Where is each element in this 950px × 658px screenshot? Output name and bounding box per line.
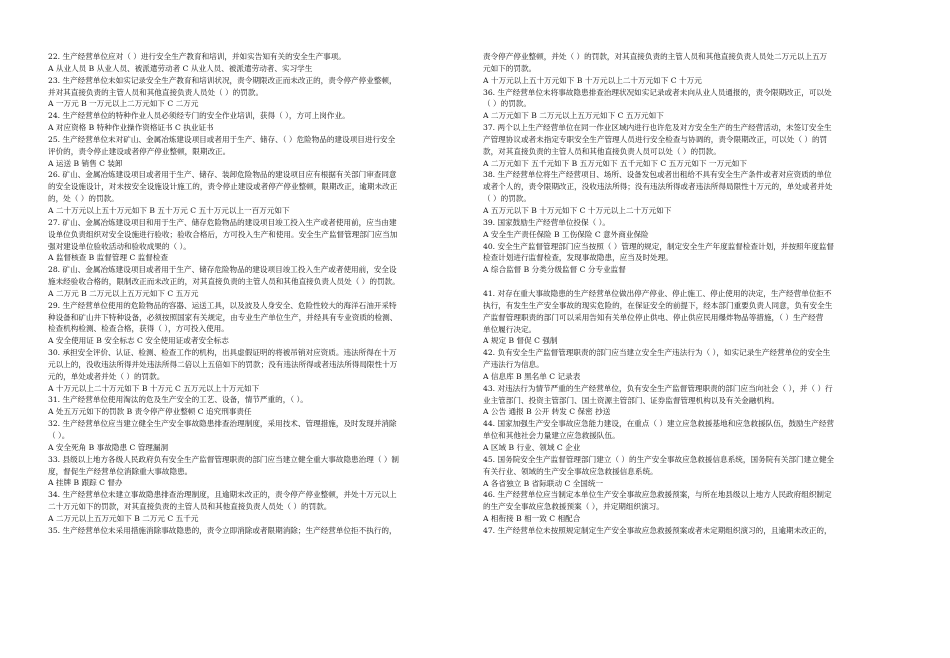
text-line: 23. 生产经营单位未如实记录安全生产教育和培训状况，责令期限改正而未改正的，责令停产停业整顿， bbox=[48, 75, 397, 85]
text-line: 32. 生产经营单位应当建立健全生产安全事故隐患排查治理制度，采用技术、管理措施，及时发现并消除 bbox=[48, 419, 397, 429]
text-line: 31. 生产经营单位使用淘汰的危及生产安全的工艺、设备，情节严重的，（ ）。 bbox=[48, 395, 308, 405]
text-line: A 对应资格 B 特种作业操作资格证书 C 执业证书 bbox=[48, 123, 214, 133]
text-line: 或者个人的，责令限期改正，没收违法所得；没有违法所得或者违法所得局限性十万元的，单处或者并处 bbox=[483, 182, 833, 192]
text-line: A 二万元以上五万元如下 B 二万元 C 五千元 bbox=[48, 513, 199, 523]
text-line: 责令停产停业整顿，并处（ ）的罚款，对其直接负责的主管人员和其他直接负责人员处二万元以上五万 bbox=[483, 52, 828, 61]
text-line: 施未经验收合格的，限制改正而未改正的，对其直接负责的主管人员和其他直接负责人员处（ ）的罚款。 bbox=[48, 277, 400, 287]
text-line: 40. 安全生产监督管理部门应当按照（ ）管理的规定，制定安全生产年度监督检查计划，并按照年度监督 bbox=[483, 241, 835, 251]
text-line: 元的，单处或者并处（ ）的罚款。 bbox=[48, 371, 165, 381]
text-line: A 二万元如下 五千元如下 B 五万元如下 五千元如下 C 五万元如下 一万元如下 bbox=[483, 158, 747, 168]
text-line: A 安全生产责任保险 B 工伤保险 C 意外商业保险 bbox=[483, 229, 649, 239]
text-line: A 安全使用证 B 安全标志 C 安全使用证或者安全标志 bbox=[48, 336, 229, 346]
text-line: 检查机构检测、检查合格，获得（ ），方可投入使用。 bbox=[48, 324, 229, 334]
text-line: A 处五万元如下的罚款 B 责令停产停业整顿 C 追究刑事责任 bbox=[48, 407, 252, 417]
text-line: 38. 生产经营单位将生产经营项目、场所、设备发包或者出租给不具有安全生产条件或者对应资质的单位 bbox=[483, 170, 832, 180]
text-line: 种设备和矿山井下特种设备，必须按照国家有关规定，由专业生产单位生产，并经具有专业资质的检测、 bbox=[48, 312, 398, 322]
text-line: 业主管部门、投资主管部门、国土资源主管部门、证券监督管理机构以及有关金融机构。 bbox=[483, 395, 780, 405]
text-line: 执行，有发生生产安全事故的现实危险的，在保证安全的前提下，经本部门重要负责人同意，负有安全生 bbox=[483, 300, 833, 310]
text-line: 二十万元如下的罚款，对其直接负责的主管人员和其他直接负责人员处（ ）的罚款。 bbox=[48, 502, 332, 512]
text-line: A 区域 B 行业、领域 C 企业 bbox=[483, 443, 581, 452]
text-line: 元以上的，没收违法所得并处违法所得二倍以上五倍如下的罚款；没有违法所得或者违法所得局限性十万 bbox=[48, 359, 398, 369]
text-line: 47. 生产经营单位未按照规定制定生产安全事故应急救援预案或者未定期组织演习的，且逾期未改正的， bbox=[483, 525, 832, 535]
paragraph-gap bbox=[483, 276, 908, 288]
text-line: 37. 两个以上生产经营单位在同一作业区域内进行也许危及对方安全生产的生产经营活动，未签订安全生 bbox=[483, 123, 832, 133]
text-line: 25. 生产经营单位未对矿山、金属冶炼建设项目或者用于生产、储存、（ ）危险物品的建设项目进行安全 bbox=[48, 134, 396, 144]
text-line: 34. 生产经营单位未建立事故隐患排查治理制度，且逾期未改正的，责令停产停业整顿，并处十万元以上 bbox=[48, 490, 397, 500]
text-line: 33. 县级以上地方各级人民政府负有安全生产监督管理职责的部门应当建立健全重大事故隐患治理（ ）制 bbox=[48, 454, 400, 464]
text-line: 单位履行决定。 bbox=[483, 324, 537, 334]
text-line: 产管理协议或者未指定专职安全生产管理人员进行安全检查与协调的，责令限期改正，可以处（ ）的罚 bbox=[483, 134, 828, 144]
left-column bbox=[48, 51, 468, 537]
text-line: A 综合监督 B 分类分级监督 C 分专业监督 bbox=[483, 265, 626, 275]
text-line: 度，督促生产经营单位消除重大事故隐患。 bbox=[48, 466, 193, 476]
text-line: 24. 生产经营单位的特种作业人员必须经专门的安全作业培训，获得（ ），方可上岗作业。 bbox=[48, 111, 350, 121]
text-line: （ ）的罚款。 bbox=[483, 99, 531, 109]
text-line: （ ）。 bbox=[48, 431, 70, 440]
text-line: A 各省独立 B 省际联动 C 全国统一 bbox=[483, 478, 604, 488]
text-line: 的，处（ ）的罚款。 bbox=[48, 194, 119, 204]
text-line: 有关行业、领域的生产安全事故应急救援信息系统。 bbox=[483, 466, 658, 476]
text-line: 30. 承担安全评价、认证、检测、检查工作的机构，出具虚假证明的将被吊销对应资质。违法所得在十万 bbox=[48, 348, 397, 358]
text-line: 42. 负有安全生产监督管理职责的部门应当建立安全生产违法行为（ ），如实记录生产经营单位的安全生 bbox=[483, 348, 831, 358]
text-line: 的安全设施设计，对未按安全设施设计施工的，责令停止建设或者停产停业整顿，限期改正，逾期未改正 bbox=[48, 182, 398, 192]
text-line: 检查计划进行监督检查，发现事故隐患，应当及时处理。 bbox=[483, 253, 673, 263]
text-line: 设单位负责组织对安全设施进行验收；验收合格后，方可投入生产和使用。安全生产监督管理部门应当加 bbox=[48, 229, 398, 239]
text-line: 39. 国家鼓励生产经营单位投保（ ）。 bbox=[483, 217, 611, 227]
text-line: A 公告 通报 B 公开 转发 C 保密 抄送 bbox=[483, 407, 611, 417]
text-line: A 规定 B 督促 C 强制 bbox=[483, 336, 558, 346]
text-line: A 监督核查 B 监督管理 C 监督检查 bbox=[48, 253, 169, 263]
text-line: 元如下的罚款。 bbox=[483, 63, 537, 73]
text-line: 评价的，责令停止建设或者停产停业整顿，限期改正。 bbox=[48, 146, 231, 156]
text-line: A 一万元 B 一万元以上二万元如下 C 二万元 bbox=[48, 99, 199, 109]
text-line: （ ）的罚款。 bbox=[483, 194, 531, 204]
text-line: A 十万元以上二十万元如下 B 十万元 C 五万元以上十万元如下 bbox=[48, 383, 260, 393]
text-line: 28. 矿山、金属冶炼建设项目或者用于生产、储存危险物品的建设项目竣工投入生产或者使用前，安全设 bbox=[48, 265, 397, 275]
text-line: 强对建设单位验收活动和验收成果的（ ）。 bbox=[48, 241, 191, 251]
text-line: A 相衔接 B 相一致 C 相配合 bbox=[483, 514, 581, 524]
text-line: 27. 矿山、金属冶炼建设项目和用于生产、储存危险物品的建设项目竣工投入生产或者使用前，应当由建 bbox=[48, 217, 397, 227]
text-line: A 运送 B 销售 C 装卸 bbox=[48, 158, 123, 168]
text-line: 款，对其直接负责的主管人员和其他直接负责人员可以处（ ）的罚款。 bbox=[483, 146, 721, 156]
text-line: 22. 生产经营单位应对（ ）进行安全生产教育和培训，并如实告知有关的安全生产事项。 bbox=[48, 52, 346, 61]
text-line: 35. 生产经营单位未采用措施消除事故隐患的，责令立即消除或者限期消除；生产经营单位拒不执行的， bbox=[48, 525, 397, 535]
text-line: 46. 生产经营单位应当制定本单位生产安全事故应急救援预案，与所在地县级以上地方人民政府组织制定 bbox=[483, 490, 832, 500]
text-line: A 安全死角 B 事故隐患 C 管理漏洞 bbox=[48, 442, 169, 452]
text-line: 45. 国务院安全生产监督管理部门建立（ ）的生产安全事故应急救援信息系统，国务院有关部门建立健全 bbox=[483, 454, 835, 464]
text-line: 43. 对违法行为情节严重的生产经营单位，负有安全生产监督管理职责的部门应当向社会（ ），并（ ）行 bbox=[483, 383, 833, 393]
text-line: A 挂牌 B 跟踪 C 督办 bbox=[48, 478, 123, 488]
right-column bbox=[483, 51, 908, 537]
text-line: 44. 国家加强生产安全事故应急能力建设，在重点（ ）建立应急救援基地和应急救援队伍，鼓励生产经营 bbox=[483, 419, 835, 429]
text-line: A 五万元以下 B 十万元如下 C 十万元以上二十万元如下 bbox=[483, 205, 672, 215]
text-line: A 二万元如下 B 二万元以上五万元如下 C 五万元如下 bbox=[483, 111, 664, 121]
text-line: 的生产安全事故应急救援预案（ ），并定期组织演习。 bbox=[483, 502, 664, 512]
text-line: 单位和其他社会力量建立应急救援队伍。 bbox=[483, 431, 620, 441]
text-line: 29. 生产经营单位使用的危险物品的容器、运送工具，以及波及人身安全、危险性较大的海洋石油开采特 bbox=[48, 300, 397, 310]
text-line: 产监督管理职责的部门可以采用告知有关单位停止供电、停止供应民用爆炸物品等措施，（ ）生产经营 bbox=[483, 312, 824, 322]
text-line: 产违法行为信息。 bbox=[483, 360, 544, 370]
text-line: A 十万元以上五十万元如下 B 十万元以上二十万元如下 C 十万元 bbox=[483, 75, 702, 85]
text-line: A 二万元 B 二万元以上五万元如下 C 五万元 bbox=[48, 288, 199, 298]
text-line: A 二十万元以上五十万元如下 B 五十万元 C 五十万元以上一百万元如下 bbox=[48, 205, 290, 215]
text-line: 26. 矿山、金属冶炼建设项目或者用于生产、储存、装卸危险物品的建设项目应有根据有关部门审查同意 bbox=[48, 170, 397, 180]
text-line: 36. 生产经营单位未将事故隐患排查治理状况如实记录或者未向从业人员通报的，责令限期改正，可以处 bbox=[483, 87, 832, 97]
text-line: A 信息库 B 黑名单 C 记录表 bbox=[483, 371, 581, 381]
text-line: A 从业人员 B 从业人员、被派遣劳动者 C 从业人员、被派遣劳动者、实习学生 bbox=[48, 63, 313, 73]
text-line: 41. 对存在重大事故隐患的生产经营单位做出停产停业、停止施工、停止使用的决定，生产经营单位拒不 bbox=[483, 289, 832, 299]
text-line: 并对其直接负责的主管人员和其他直接负责人员处（ ）的罚款。 bbox=[48, 87, 264, 97]
